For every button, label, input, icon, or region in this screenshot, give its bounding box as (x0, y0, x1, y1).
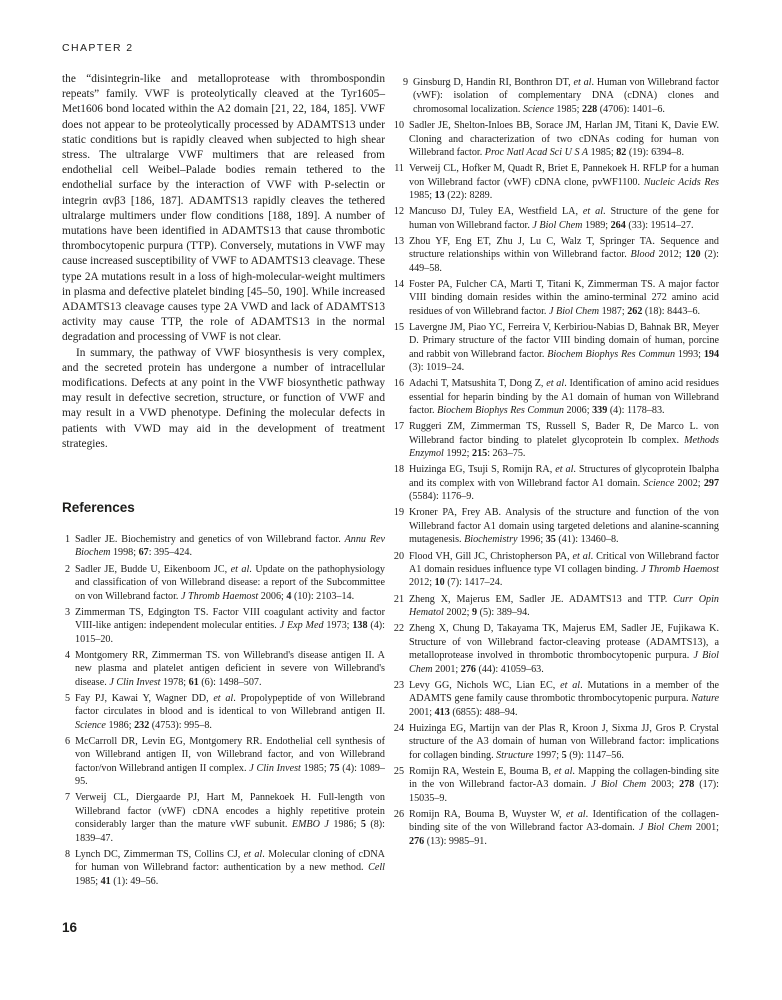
reference-pre2: . Identification of the collagen-binding site of the von Willebrand factor A3-domain. (409, 808, 720, 834)
reference-vol: 413 (434, 706, 450, 718)
reference-rest: : 263–75. (487, 448, 526, 460)
reference-item (56, 649, 385, 689)
reference-number: 23 (393, 679, 404, 691)
body-text-column (62, 72, 385, 452)
reference-pre: Zheng X, Chung D, Takayama TK, Majerus EM, Sadler JE, Fujikawa K. Structure of von Willebrand factor-cleaving protease (ADAMTS13), a metalloprotease involved in thrombotic thrombocytopenic purpura. (409, 623, 719, 662)
reference-text (409, 808, 719, 848)
reference-item (56, 606, 385, 646)
reference-vol: 276 (409, 835, 425, 847)
reference-journal: Nature (691, 693, 719, 705)
reference-etal: et al (572, 550, 591, 562)
reference-rest: (5584): 1176–9. (409, 491, 474, 503)
reference-item (394, 420, 719, 460)
reference-vol: 120 (685, 249, 701, 261)
reference-text (409, 321, 719, 375)
reference-text (409, 278, 719, 318)
reference-item (56, 533, 385, 560)
reference-journal: Biochem Biophys Res Commun (437, 405, 564, 417)
reference-pre: Sadler JE. Biochemistry and genetics of von Willebrand factor. (75, 534, 345, 545)
reference-pre2: . Structure of the gene for human von Willebrand factor. (409, 206, 719, 231)
body-paragraph-1: the “disintegrin-like and metalloprotease with thrombospondin repeats” family. VWF is proteolytically cleaved at the Tyr1605–Met1606 bond located within the A2 domain [21, 22, 184, 185]. VWF does not appear to be proteolytically processed by ADAMTS13 under static conditions but is rapidly cleaved when subjected to high shear stress. The ultralarge VWF multimers that are released from endothelial cell Weibel–Palade bodies remain tethered to the endothelial surface by the interaction of VWF with P-selectin or integrin αvβ3 [186, 187]. ADAMTS13 rapidly cleaves the tethered ultralarge multimers under flow conditions [188, 189]. A number of mutations have been identified in ADAMTS13 that cause thrombotic thrombocytopenic purpura (TTP). Conversely, mutations in VWF may cause increased susceptibility of VWF to ADAMTS13 cleavage. These type 2A mutations result in a loss of high-molecular-weight multimers in plasma and defective platelet binding [45–50, 190]. While increased ADAMTS13 cleavage causes type 2A VWD and lack of ADAMTS13 activity may cause TTP, the role of ADAMTS13 in the normal degradation and processing of VWF is not clear. (62, 73, 385, 344)
reference-journal: J Biol Chem (591, 779, 647, 791)
reference-pre: Ginsburg D, Handin RI, Bonthron DT, (413, 77, 574, 88)
reference-pre: Foster PA, Fulcher CA, Marti T, Titani K, Zimmerman TS. A major factor VIII binding domain resides within the amino-terminal 272 amino acid residues of von Willebrand factor. (409, 278, 719, 317)
reference-text (409, 550, 719, 590)
reference-number: 26 (393, 808, 404, 820)
reference-text (409, 162, 719, 202)
reference-text (409, 235, 719, 275)
page-number: 16 (62, 920, 78, 935)
reference-post: 1997; (533, 749, 562, 761)
reference-item (394, 593, 719, 620)
references-heading: References (62, 500, 135, 515)
reference-vol: 278 (679, 779, 695, 791)
reference-journal: Methods Enzymol (409, 434, 719, 460)
reference-etal: et al (582, 206, 604, 218)
reference-vol: 232 (134, 719, 150, 731)
reference-item (394, 76, 719, 116)
reference-pre2: . Structures of glycoprotein Ibalpha and its complex with von Willebrand factor A1 domain. (409, 464, 719, 489)
reference-pre2: . Mapping the collagen-binding site in the von Willebrand factor-A3 domain. (409, 765, 719, 791)
reference-item (394, 278, 719, 318)
reference-vol: 138 (352, 620, 368, 632)
reference-journal: Cell (368, 862, 385, 874)
reference-item (394, 377, 719, 417)
reference-vol: 5 (561, 749, 567, 761)
reference-number: 19 (393, 507, 404, 519)
reference-rest: (2): 449–58. (409, 249, 719, 274)
reference-rest: (22): 8289. (444, 190, 493, 201)
reference-post: 2012; (409, 577, 435, 589)
reference-item (394, 765, 719, 805)
reference-etal: et al (554, 765, 573, 777)
reference-pre: Sadler JE, Budde U, Eikenboom JC, (75, 563, 231, 575)
reference-number: 5 (64, 692, 70, 704)
reference-pre: Huizinga EG, Martijn van der Plas R, Kroon J, Sixma JJ, Gros P. Crystal structure of the A3 domain of human von Willebrand factor: implications for collagen binding. (409, 722, 719, 761)
running-head: CHAPTER 2 (62, 42, 134, 54)
reference-rest: (4753): 995–8. (149, 719, 212, 731)
reference-journal: Proc Natl Acad Sci U S A (484, 146, 589, 158)
reference-rest: (18): 8443–6. (642, 305, 701, 317)
reference-post: 1989; (582, 219, 611, 231)
reference-vol: 215 (472, 448, 488, 460)
reference-post: 1985; (588, 146, 617, 158)
reference-post: 1985; (409, 190, 435, 201)
reference-number: 22 (393, 623, 404, 635)
reference-post: 1992; (443, 448, 473, 460)
reference-post: 1985; (553, 103, 582, 115)
reference-pre: Kroner PA, Frey AB. Analysis of the structure and function of the von Willebrand factor A1 domain using targeted deletions and alanine-scanning mutagenesis. (409, 507, 719, 546)
reference-item (56, 563, 385, 603)
reference-rest: (19): 6394–8. (626, 146, 685, 158)
reference-pre2: . Molecular cloning of cDNA for human von Willebrand factor: authentication by a new method. (75, 848, 385, 874)
reference-rest: (4): 1015–20. (75, 620, 385, 645)
reference-rest: (17): 15035–9. (409, 779, 719, 804)
reference-text (409, 377, 719, 417)
reference-number: 24 (393, 722, 404, 734)
reference-rest: (6855): 488–94. (449, 706, 518, 718)
reference-journal: J Clin Invest (109, 676, 161, 688)
reference-pre: Zimmerman TS, Edgington TS. Factor VIII coagulant activity and factor VIII-like antigen: independent molecular entities. (75, 606, 385, 632)
reference-item (394, 235, 719, 275)
reference-etal: et al (546, 378, 565, 390)
reference-text (409, 205, 719, 232)
reference-pre: Romijn RA, Westein E, Bouma B, (409, 765, 555, 777)
reference-etal: et al (230, 563, 250, 575)
reference-vol: 228 (582, 103, 598, 115)
reference-post: 2003; (646, 779, 680, 791)
reference-rest: (33): 19514–27. (625, 219, 694, 231)
reference-item (56, 692, 385, 732)
reference-item (394, 722, 719, 762)
reference-vol: 5 (360, 819, 366, 831)
reference-item (394, 205, 719, 232)
reference-item (394, 321, 719, 375)
reference-pre: Verweij CL, Hofker M, Quadt R, Briet E, Pannekoek H. RFLP for a human von Willebrand factor (vWF) cDNA clone, pvWF1100. (409, 163, 719, 188)
reference-pre: Lavergne JM, Piao YC, Ferreira V, Kerbiriou-Nabias D, Bahnak BR, Meyer D. Primary structure of the factor VIII binding domain of human, porcine and rabbit von Willebrand factor. (409, 321, 719, 360)
reference-rest: (6): 1498–507. (198, 676, 262, 688)
reference-journal: J Biol Chem (409, 650, 719, 675)
reference-post: 2012; (654, 249, 686, 261)
reference-text (75, 692, 385, 732)
reference-number: 12 (393, 206, 404, 218)
reference-pre: Montgomery RR, Zimmerman TS. von Willebrand's disease antigen II. A new plasma and platelet antigen deficient in severe von Willebrand's disease. (75, 649, 385, 688)
reference-pre: Ruggeri ZM, Zimmerman TS, Russell S, Bader R, De Marco L. von Willebrand factor binding to platelet glycoprotein Ib complex. (409, 421, 719, 446)
reference-post: 1986; (105, 719, 135, 731)
reference-rest: (13): 9985–91. (424, 835, 487, 847)
reference-number: 7 (64, 792, 70, 804)
reference-pre: Huizinga EG, Tsuji S, Romijn RA, (409, 464, 556, 476)
reference-post: 1985; (75, 875, 101, 887)
reference-journal: J Thromb Haemost (180, 590, 259, 602)
reference-etal: et al (213, 692, 234, 704)
reference-number: 9 (402, 77, 408, 88)
reference-rest: (9): 1147–56. (566, 749, 624, 761)
reference-pre: Zheng X, Majerus EM, Sadler JE. ADAMTS13 and TTP. (409, 593, 674, 605)
reference-journal: J Thromb Haemost (641, 563, 719, 575)
reference-text (409, 463, 719, 503)
reference-number: 21 (393, 593, 404, 605)
reference-rest: (41): 13460–8. (555, 534, 619, 546)
reference-pre: Adachi T, Matsushita T, Dong Z, (409, 378, 547, 390)
reference-journal: Biochemistry (464, 534, 518, 546)
reference-item (394, 550, 719, 590)
reference-journal: J Biol Chem (549, 305, 600, 317)
reference-post: 1973; (323, 620, 353, 632)
reference-rest: (1): 49–56. (110, 875, 159, 887)
reference-post: 2001; (691, 822, 719, 834)
reference-pre: Sadler JE, Shelton-Inloes BB, Sorace JM, Harlan JM, Titani K, Davie EW. Cloning and characterization of two cDNAs coding for human von Willebrand factor. (409, 120, 719, 158)
reference-list-right (394, 76, 719, 851)
reference-journal: J Biol Chem (532, 219, 583, 231)
reference-etal: et al (560, 679, 581, 691)
reference-journal: Science (75, 719, 106, 731)
reference-number: 8 (64, 848, 70, 860)
body-paragraph-2: In summary, the pathway of VWF biosynthesis is very complex, and the secreted protein has undergone a number of intracellular modifications. Defects at any point in the VWF biosynthetic pathway may result in defective secretion, structure, or function of VWF and may result in a VWD phenotype. Defining the molecular defects in patients with VWD may aid in the development of treatment strategies. (62, 346, 385, 450)
reference-vol: 35 (545, 534, 556, 546)
reference-journal: Blood (630, 249, 655, 261)
reference-text (75, 791, 385, 845)
reference-pre2: . Identification of amino acid residues essential for heparin binding by the A1 domain of human von Willebrand factor. (409, 378, 720, 417)
reference-item (394, 506, 719, 546)
reference-text (75, 533, 385, 560)
reference-journal: Nucleic Acids Res (643, 176, 719, 188)
reference-post: 2006; (258, 590, 287, 602)
reference-journal: Curr Opin Hematol (409, 593, 719, 619)
reference-number: 6 (64, 735, 70, 747)
reference-text (75, 848, 385, 888)
reference-post: 1978; (160, 676, 189, 688)
reference-item (56, 791, 385, 845)
reference-pre: Mancuso DJ, Tuley EA, Westfield LA, (409, 206, 583, 218)
reference-number: 25 (393, 765, 404, 777)
reference-post: 2001; (432, 663, 461, 675)
reference-number: 11 (394, 163, 404, 175)
reference-number: 15 (393, 321, 404, 333)
reference-journal: Science (522, 103, 554, 115)
reference-post: 2002; (443, 607, 473, 619)
reference-text (75, 606, 385, 646)
reference-vol: 4 (286, 590, 292, 602)
reference-pre2: . Mutations in a member of the ADAMTS gene family cause thrombotic thrombocytopenic purpura. (409, 679, 719, 705)
reference-rest: : 395–424. (148, 547, 193, 559)
reference-text (75, 649, 385, 689)
reference-vol: 339 (592, 405, 608, 417)
reference-pre2: . Update on the pathophysiology and classification of von Willebrand disease: a report of the Subcommittee on von Willebrand factor. (75, 563, 385, 602)
reference-post: 2006; (563, 405, 593, 417)
reference-text (409, 119, 719, 159)
reference-pre: Levy GG, Nichols WC, Lian EC, (409, 679, 561, 691)
reference-number: 3 (64, 606, 70, 618)
reference-vol: 10 (434, 577, 445, 589)
reference-text (409, 765, 719, 805)
reference-vol: 82 (616, 146, 627, 158)
reference-item (394, 808, 719, 848)
reference-vol: 61 (188, 676, 199, 688)
reference-rest: (7): 1417–24. (444, 577, 503, 589)
reference-pre: Verweij CL, Diergaarde PJ, Hart M, Pannekoek H. Full-length von Willebrand factor (vWF) cDNA encodes a highly repetitive protein considerably larger than the mature vWF subunit. (75, 792, 385, 831)
reference-number: 13 (393, 235, 404, 247)
reference-text (75, 563, 385, 603)
reference-etal: et al (573, 77, 592, 88)
reference-pre: Flood VH, Gill JC, Christopherson PA, (409, 550, 573, 562)
reference-post: 2001; (409, 706, 435, 718)
reference-journal: Annu Rev Biochem (75, 534, 385, 559)
reference-text (409, 420, 719, 460)
reference-number: 2 (64, 563, 70, 575)
reference-vol: 41 (100, 875, 111, 887)
reference-text (413, 76, 719, 116)
reference-vol: 13 (434, 190, 445, 201)
reference-text (409, 506, 719, 546)
reference-journal: Biochem Biophys Res Commun (547, 348, 676, 360)
reference-vol: 264 (610, 219, 626, 231)
reference-etal: et al (243, 848, 263, 860)
reference-text (409, 679, 719, 719)
reference-item (394, 679, 719, 719)
reference-journal: Structure (496, 749, 534, 761)
reference-item (394, 622, 719, 676)
reference-journal: Science (643, 477, 675, 489)
reference-journal: EMBO J (291, 819, 329, 831)
reference-number: 10 (393, 120, 404, 132)
reference-number: 20 (393, 550, 404, 562)
reference-vol: 67 (138, 547, 149, 559)
reference-vol: 262 (627, 305, 643, 317)
reference-journal: J Exp Med (279, 620, 324, 632)
reference-item (394, 463, 719, 503)
reference-etal: et al (565, 808, 586, 820)
reference-pre2: . Critical von Willebrand factor A1 domain residues influence type VI collagen binding. (409, 550, 719, 575)
reference-pre: Fay PJ, Kawai Y, Wagner DD, (75, 692, 214, 704)
reference-vol: 75 (329, 762, 340, 774)
reference-pre2: . Human von Willebrand factor (vWF): isolation of complementary DNA (cDNA) clones and chromosomal localization. (413, 77, 719, 115)
reference-etal: et al (555, 464, 574, 476)
reference-journal: J Clin Invest (249, 762, 301, 774)
reference-text (409, 722, 719, 762)
reference-rest: (8): 1839–47. (75, 819, 385, 844)
reference-rest: (10): 2103–14. (291, 590, 355, 602)
reference-pre: McCarroll DR, Levin EG, Montgomery RR. Endothelial cell synthesis of von Willebrand antigen II, von Willebrand factor, and von Willebrand factor/von Willebrand antigen II complex. (75, 735, 385, 774)
reference-post: 2002; (674, 477, 704, 489)
reference-number: 16 (393, 378, 404, 390)
reference-text (409, 593, 719, 620)
reference-item (56, 848, 385, 888)
reference-vol: 194 (703, 348, 719, 360)
reference-item (56, 735, 385, 789)
reference-post: 1993; (675, 348, 704, 360)
reference-text (409, 622, 719, 676)
reference-pre: Zhou YF, Eng ET, Zhu J, Lu C, Walz T, Springer TA. Sequence and structure relationships within von Willebrand factor. (409, 235, 719, 261)
reference-post: 1998; (110, 547, 139, 559)
reference-item (394, 162, 719, 202)
reference-post: 1987; (599, 305, 628, 317)
reference-rest: (44): 41059–63. (475, 663, 544, 675)
reference-vol: 276 (460, 663, 476, 675)
reference-item (394, 119, 719, 159)
reference-pre: Lynch DC, Zimmerman TS, Collins CJ, (75, 848, 244, 860)
reference-number: 4 (64, 649, 70, 661)
reference-pre: Romijn RA, Bouma B, Wuyster W, (409, 808, 566, 820)
reference-vol: 9 (472, 607, 478, 619)
reference-list-left (56, 533, 385, 891)
reference-rest: (4706): 1401–6. (597, 103, 665, 115)
reference-rest: (3): 1019–24. (409, 362, 465, 374)
reference-number: 14 (393, 278, 404, 290)
reference-rest: (5): 389–94. (477, 607, 530, 619)
reference-post: 1986; (328, 819, 361, 831)
reference-post: 1996; (517, 534, 546, 546)
reference-journal: J Biol Chem (638, 822, 692, 834)
reference-number: 18 (393, 464, 404, 476)
reference-rest: (4): 1089–95. (75, 762, 385, 788)
reference-vol: 297 (703, 477, 719, 489)
reference-text (75, 735, 385, 789)
reference-number: 1 (64, 534, 70, 545)
reference-post: 1985; (300, 762, 330, 774)
reference-rest: (4): 1178–83. (607, 405, 665, 417)
reference-pre2: . Propolypeptide of von Willebrand factor circulates in blood and is identical to von Willebrand antigen II. (75, 692, 385, 718)
reference-number: 17 (393, 421, 404, 433)
